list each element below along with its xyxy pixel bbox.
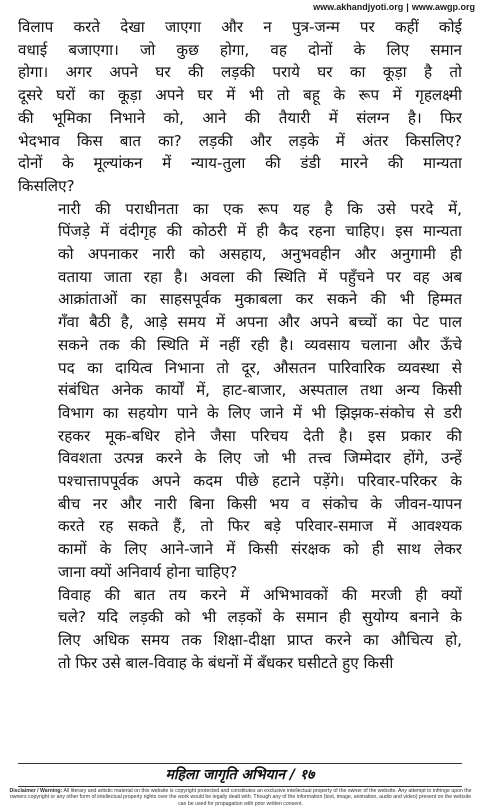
text-line: आक्रांताओं का साहसपूर्वक मुकाबला कर सकने की भी हिम्मत (58, 290, 462, 309)
page-body-text (18, 16, 462, 674)
text-line: जाना क्यों अनिवार्य होना चाहिए? (58, 562, 238, 581)
text-line: होगा। अगर अपने घर की लड़की पराये घर का कूड़ा है तो (18, 63, 462, 82)
header-separator: | (406, 2, 409, 12)
disclaimer-text: All literary and artistic material on this website is copyright protected and constitutes an exclusive intellectual property of the owner of the website. Any attempt to infringe upon the owners copyright or any other form of intellectual property rights over the work would be legally dealt with. Though any of the information (text, image, animation, audio and video) present on the website can be used for propagation with prior written consent. (9, 788, 472, 807)
text-line: सकने तक की स्थिति में नहीं रही है। व्यवसाय चलाना और ऊँचे (58, 335, 462, 354)
text-line: तो फिर उसे बाल-विवाह के बंधनों में बँधकर घसीटते हुए किसी (58, 653, 394, 672)
text-line: विलाप करते देखा जाएगा और न पुत्र-जन्म पर कहीं कोई (18, 18, 462, 36)
text-line: गँवा बैठी है, आड़े समय में अपना और अपने बच्चों का पेट पाल (58, 313, 462, 332)
footer-divider-bottom (18, 786, 462, 787)
text-line: पिंजड़े में वंदीगृह की कोठरी में ही कैद रहना चाहिए। इस मान्यता (58, 222, 462, 241)
text-line: लिए अधिक समय तक शिक्षा-दीक्षा प्राप्त करने का औचित्य हो, (58, 630, 462, 649)
site-header (313, 2, 475, 12)
footer-divider-top (18, 763, 462, 764)
text-line: दूसरे घरों का कूड़ा अपने घर में भी तो बहू के रूप में गृहलक्ष्मी (18, 86, 462, 105)
text-line: बीच नर और नारी बिना किसी भय व संकोच के जीवन-यापन (58, 494, 462, 513)
disclaimer (6, 788, 475, 807)
text-line: पद का दायित्व निभाना तो दूर, औसतन पारिवारिक व्यवस्था से (58, 358, 462, 377)
text-line: भेदभाव किस बात का? लड़की और लड़के में अंतर किसलिए? (18, 131, 462, 150)
text-line: रहकर मूक-बधिर होने जैसा परिचय देती है। इस प्रकार की (58, 426, 462, 445)
text-line: पश्चात्तापपूर्वक अपने कदम पीछे हटाने पड़ेंगे। परिवार-परिकर के (58, 472, 462, 491)
text-line: वधाई बजाएगा। जो कुछ होगा, वह दोनों के लिए समान (18, 40, 462, 59)
paragraph (18, 584, 462, 675)
text-line: को अपनाकर नारी को असहाय, अनुभवहीन और अनुगामी ही (58, 245, 462, 264)
footer-title: महिला जागृति अभियान / १७ (165, 767, 315, 783)
text-line: वताया जाता रहा है। अवला की स्थिति में पहुँचने पर वह अब (58, 267, 462, 286)
text-line: कामों के लिए आने-जाने में किसी संरक्षक को ही साथ लेकर (58, 540, 462, 559)
text-line: विवशता उत्पन्न करने के लिए जो भी तत्त्व जिम्मेदार होंगे, उन्हें (58, 449, 462, 468)
text-line: दोनों के मूल्यांकन में न्याय-तुला की डंडी मारने की मान्यता (18, 154, 462, 173)
text-line: की भूमिका निभाने को, आने की तैयारी में संलग्न है। फिर (18, 108, 462, 127)
text-line: विभाग का सहयोग पाने के लिए जाने में भी झिझक-संकोच से डरी (58, 403, 462, 422)
paragraph (18, 16, 462, 198)
text-line: विवाह की बात तय करने में अभिभावकों की मरजी ही क्यों (58, 585, 462, 604)
text-line: चले? यदि लड़की को भी लड़कों के समान ही सुयोग्य बनाने के (58, 608, 462, 627)
text-line: करते रह सकते हैं, तो फिर बड़े परिवार-समाज में आवश्यक (58, 517, 462, 536)
site-link-akhandjyoti[interactable]: www.akhandjyoti.org (313, 2, 404, 12)
text-line: संबंधित अनेक कार्यों में, हाट-बाजार, अस्पताल तथा अन्य किसी (58, 381, 462, 400)
text-line: नारी की पराधीनता का एक रूप यह है कि उसे परदे में, (58, 199, 462, 218)
paragraph (18, 198, 462, 584)
text-line: किसलिए? (18, 176, 75, 195)
disclaimer-label: Disclaimer / Warning: (9, 788, 63, 794)
site-link-awgp[interactable]: www.awgp.org (411, 2, 475, 12)
